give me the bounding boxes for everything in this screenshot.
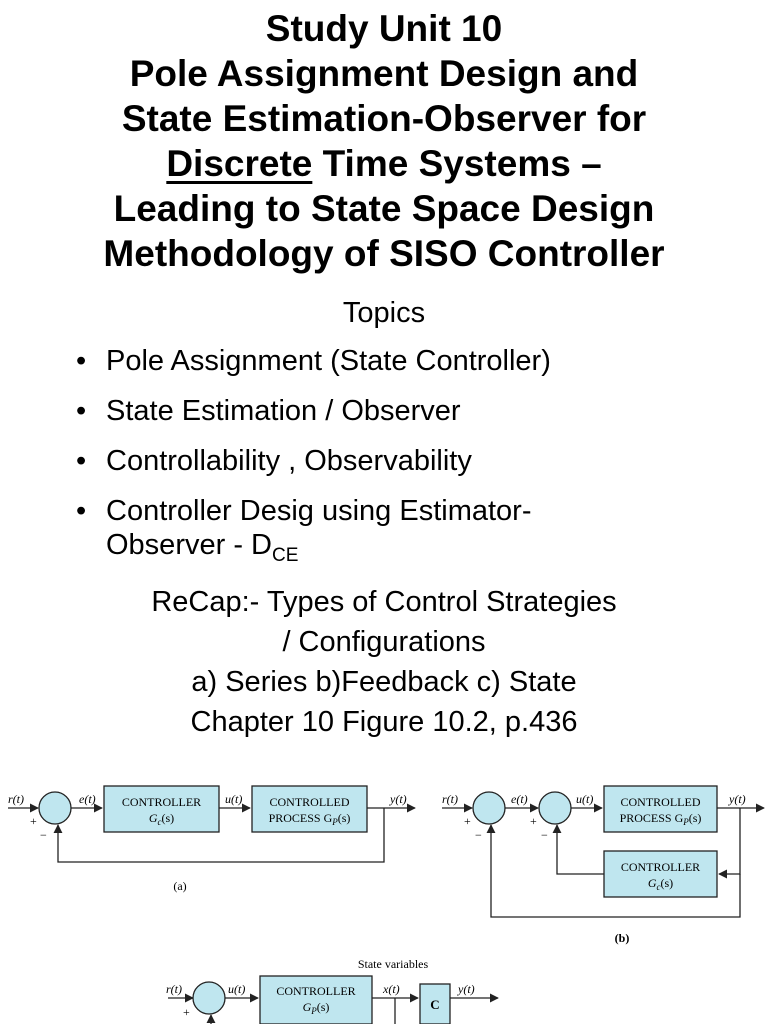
process-block	[604, 786, 717, 832]
signal-r: r(t)	[8, 792, 24, 806]
process-label: CONTROLLED	[269, 795, 350, 809]
tf-symbol: G	[302, 1000, 312, 1014]
topic-item: • State Estimation / Observer	[76, 394, 736, 428]
signal-y: y(t)	[390, 792, 407, 806]
tf-symbol: PROCESS G	[619, 811, 684, 825]
controller-label: CONTROLLER	[276, 984, 356, 998]
controller-label: CONTROLLER	[121, 795, 202, 809]
diagram-series	[8, 786, 415, 893]
tf-subscript: P	[332, 817, 338, 827]
recap-line-3: a) Series b)Feedback c) State	[191, 666, 577, 698]
diagram-state	[166, 957, 498, 1024]
title-line-3: State Estimation-Observer for	[121, 98, 647, 139]
process-label: CONTROLLED	[620, 795, 701, 809]
tf-subscript: c	[656, 882, 661, 892]
signal-r: r(t)	[442, 792, 458, 806]
title-line-2: Pole Assignment Design and	[129, 53, 639, 94]
block-diagrams	[0, 752, 768, 1024]
controller-transfer	[303, 1000, 330, 1016]
tf-subscript: P	[683, 817, 689, 827]
summing-junction	[193, 982, 225, 1014]
summing-junction	[473, 792, 505, 824]
recap-line-2: / Configurations	[282, 626, 486, 658]
title-line-1: Study Unit 10	[265, 8, 503, 49]
plus-sign: +	[183, 1005, 190, 1019]
controller-transfer	[648, 876, 673, 892]
plus-sign: +	[30, 814, 37, 828]
minus-sign: −	[475, 828, 482, 842]
title-line-4-rest: Time Systems –	[312, 143, 602, 184]
tf-argument: (s)	[337, 811, 351, 825]
controller-block	[104, 786, 219, 832]
summing-junction	[539, 792, 571, 824]
tf-argument: (s)	[660, 876, 674, 890]
figure-caption: (a)	[173, 879, 187, 893]
controller-transfer	[149, 811, 174, 827]
topic-item: • Pole Assignment (State Controller)	[76, 344, 736, 378]
summing-junction	[39, 792, 71, 824]
tf-symbol: G	[647, 876, 657, 890]
diagram-feedback	[442, 786, 764, 945]
title-line-4	[0, 141, 768, 186]
plus-sign: +	[464, 814, 471, 828]
controller-label: CONTROLLER	[620, 860, 701, 874]
topic-item-continuation: Observer - D	[106, 529, 272, 561]
title-line-6: Methodology of SISO Controller	[103, 233, 665, 274]
recap-block	[0, 582, 768, 742]
tf-subscript: c	[157, 817, 162, 827]
tf-symbol: PROCESS G	[268, 811, 333, 825]
minus-sign: −	[541, 828, 548, 842]
signal-r: r(t)	[166, 982, 182, 996]
figure-caption: (b)	[614, 931, 630, 945]
signal-e: e(t)	[79, 792, 96, 806]
recap-line-4: Chapter 10 Figure 10.2, p.436	[190, 706, 578, 738]
process-transfer	[620, 811, 702, 827]
tf-subscript: P	[311, 1006, 317, 1016]
topic-item-text: Controller Desig using Estimator-	[106, 495, 532, 527]
title-underlined-word: Discrete	[166, 143, 313, 184]
tf-argument: (s)	[161, 811, 175, 825]
topics-heading: Topics	[342, 297, 426, 329]
process-transfer	[269, 811, 351, 827]
slide-title	[0, 6, 768, 276]
signal-e: e(t)	[511, 792, 528, 806]
topics-list	[76, 344, 736, 573]
signal-u: u(t)	[225, 792, 243, 806]
plus-sign: +	[530, 814, 537, 828]
tf-argument: (s)	[688, 811, 702, 825]
title-line-5: Leading to State Space Design	[113, 188, 655, 229]
signal-y: y(t)	[729, 792, 746, 806]
signal-y: y(t)	[458, 982, 475, 996]
output-matrix-label: C	[430, 997, 440, 1012]
recap-line-1: ReCap:- Types of Control Strategies	[151, 586, 617, 618]
topic-item	[76, 494, 736, 573]
controller-block	[604, 851, 717, 897]
signal-u: u(t)	[576, 792, 594, 806]
minus-sign: −	[40, 828, 47, 842]
tf-argument: (s)	[316, 1000, 330, 1014]
tf-symbol: G	[148, 811, 158, 825]
topic-item: • Controllability , Observability	[76, 444, 736, 478]
signal-x: x(t)	[383, 982, 400, 996]
state-variables-label: State variables	[357, 957, 429, 971]
signal-u: u(t)	[228, 982, 246, 996]
process-block	[252, 786, 367, 832]
topic-item-subscript: CE	[271, 545, 299, 566]
